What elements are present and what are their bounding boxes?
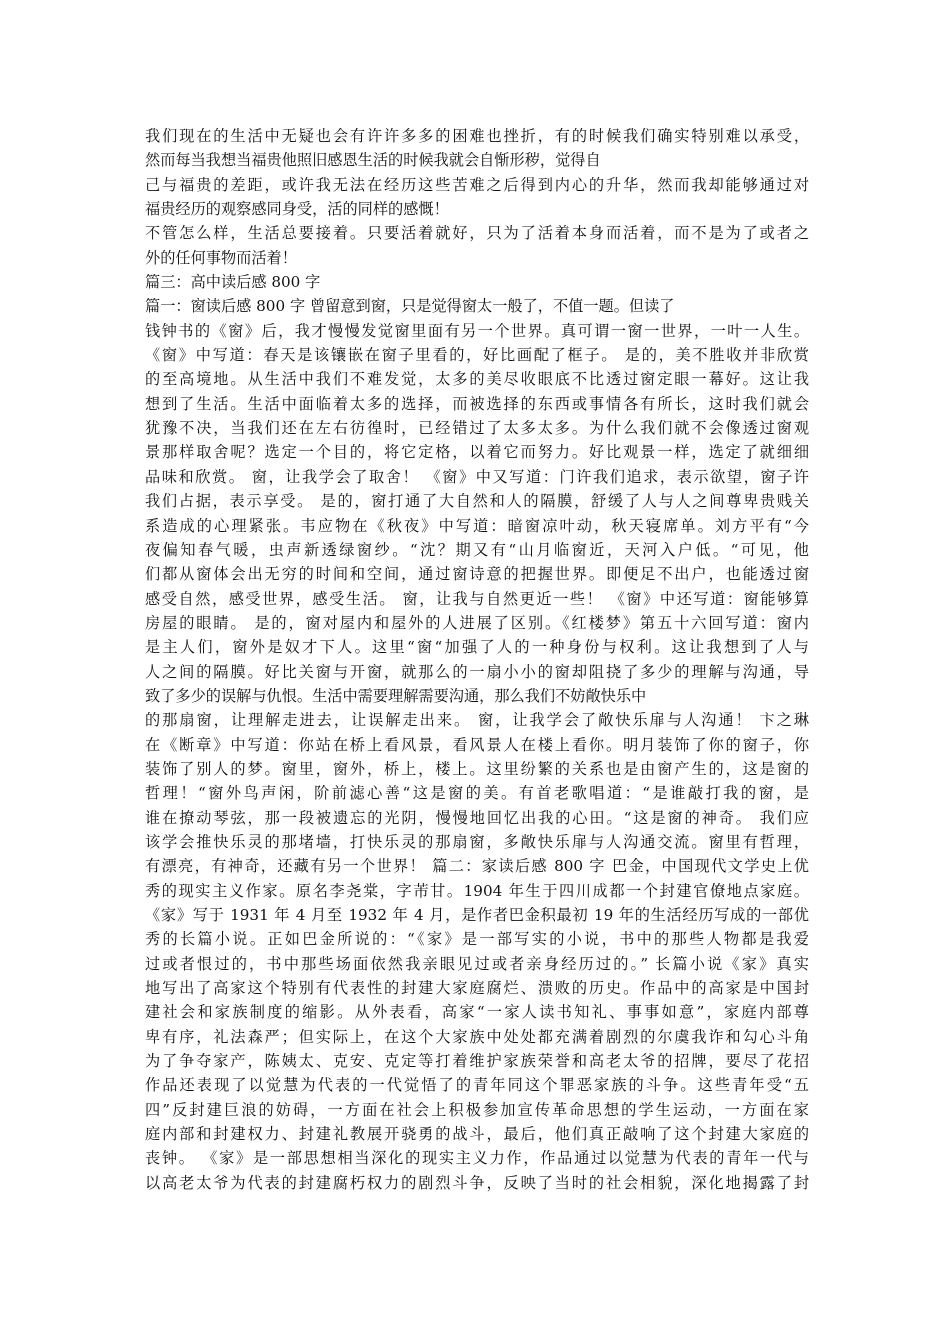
text-line: 《窗》中写道：春天是该镶嵌在窗子里看的，好比画配了框子。 是的，美不胜收并非欣赏 [145,346,809,365]
text-line: 致了多少的误解与仇恨。生活中需要理解需要沟通，那么我们不妨敞快乐中 [145,686,647,705]
text-line: 以高老太爷为代表的封建腐朽权力的剧烈斗争，反映了当时的社会相貌，深化地揭露了封 [145,1173,809,1192]
text-line: 己与福贵的差距，或许我无法在经历这些苦难之后得到内心的升华，然而我却能够通过对 [145,175,809,194]
text-line: 地写出了高家这个特别有代表性的封建大家庭腐烂、溃败的历史。作品中的高家是中国封 [145,979,809,998]
text-line: 谁在撩动琴弦，那一段被遗忘的光阴，慢慢地回忆出我的心田。“这是窗的神奇。 我们应 [145,808,809,827]
text-line: 品味和欣赏。 窗，让我学会了取舍！ 《窗》中又写道：门许我们追求，表示欲望，窗子许 [145,467,809,486]
text-line: 外的任何事物而活着！ [145,248,297,267]
text-line: 篇一：窗读后感 800 字 曾留意到窗，只是觉得窗太一般了，不值一题。但读了 [145,297,675,316]
text-line: 然而每当我想当福贵他照旧感恩生活的时候我就会自惭形秽，觉得自 [145,151,601,170]
text-line: 是主人们，窗外是奴才下人。这里“窗“加强了人的一种身份与权利。这让我想到了人与 [145,638,809,657]
text-line: 过或者恨过的，书中那些场面依然我亲眼见过或者亲身经历过的。” 长篇小说《家》真实 [145,954,809,973]
text-line: 作品还表现了以觉慧为代表的一代觉悟了的青年同这个罪恶家族的斗争。这些青年受“五 [145,1076,809,1095]
text-line: 系造成的心理紧张。韦应物在《秋夜》中写道：暗窗凉叶动，秋天寝席单。刘方平有“今 [145,516,809,535]
text-line: 人之间的隔膜。好比关窗与开窗，就那么的一扇小小的窗却阻挠了多少的理解与沟通，导 [145,662,809,681]
text-line: 们都从窗体会出无穷的时间和空间，通过窗诗意的把握世界。即便足不出户，也能透过窗 [145,565,809,584]
text-line: 装饰了别人的梦。窗里，窗外，桥上，楼上。这里纷繁的关系也是由窗产生的，这是窗的 [145,759,809,778]
text-line: 感受自然，感受世界，感受生活。 窗，让我与自然更近一些！ 《窗》中还写道：窗能够算 [145,589,809,608]
text-line: 秀的长篇小说。正如巴金所说的：“《家》是一部写实的小说，书中的那些人物都是我爱 [145,930,809,949]
text-line: 秀的现实主义作家。原名李尧棠，字芾甘。1904 年生于四川成都一个封建官僚地点家庭。 [145,881,809,900]
text-line: 建社会和家族制度的缩影。从外表看，高家“一家人读书知礼、事事如意”，家庭内部尊 [145,1003,809,1022]
text-line: 丧钟。 《家》是一部思想相当深化的现实主义力作，作品通过以觉慧为代表的青年一代与 [145,1149,809,1168]
text-line: 该学会推快乐灵的那堵墙，打快乐灵的那扇窗，多敞快乐扉与人沟通交流。窗里有哲理， [145,832,809,851]
text-line: 犹豫不决，当我们还在左右彷徨时，已经错过了太多太多。为什么我们就不会像透过窗观 [145,419,809,438]
text-line: 四”反封建巨浪的妨碍，一方面在社会上积极参加宣传革命思想的学生运动，一方面在家 [145,1100,809,1119]
text-line: 钱钟书的《窗》后，我才慢慢发觉窗里面有另一个世界。真可谓一窗一世界，一叶一人生。 [145,321,809,340]
document-body [145,124,809,1195]
text-line: 我们现在的生活中无疑也会有许许多多的困难也挫折，有的时候我们确实特别难以承受， [145,127,809,145]
text-line: 房屋的眼睛。 是的，窗对屋内和屋外的人进展了区别。《红楼梦》第五十六回写道：窗内 [145,613,809,632]
text-line: 不管怎么样，生活总要接着。只要活着就好，只为了活着本身而活着，而不是为了或者之 [145,224,809,243]
text-line: 《家》写于 1931 年 4 月至 1932 年 4 月，是作者巴金积最初 19 年的生活经历写成的一部优 [145,906,809,924]
text-line: 我们占据，表示享受。 是的，窗打通了大自然和人的隔膜，舒缓了人与人之间尊卑贵贱关 [145,492,809,511]
text-line: 在《断章》中写道：你站在桥上看风景，看风景人在楼上看你。明月装饰了你的窗子，你 [145,735,809,754]
text-line: 想到了生活。生活中面临着太多的选择，而被选择的东西或事情各有所长，这时我们就会 [145,394,809,413]
text-line: 有漂亮，有神奇，还藏有另一个世界！ 篇二：家读后感 800 字 巴金，中国现代文学史上优 [145,857,809,876]
text-line: 为了争夺家产，陈姨太、克安、克定等打着维护家族荣誉和高老太爷的招牌，要尽了花招 [145,1052,809,1071]
text-line: 卑有序，礼法森严；但实际上，在这个大家族中处处都充满着剧烈的尔虞我诈和勾心斗角 [145,1027,809,1046]
text-line: 福贵经历的观察感同身受，活的同样的感慨！ [145,200,449,219]
text-line: 的至高境地。从生活中我们不难发觉，太多的美尽收眼底不比透过窗定眼一幕好。这让我 [145,370,809,389]
text-line: 哲理！“窗外鸟声闲，阶前滤心善“这是窗的美。有首老歌唱道：“是谁敲打我的窗，是 [145,784,809,803]
text-line: 夜偏知春气暖，虫声新透绿窗纱。“沈？期又有“山月临窗近，天河入户低。“可见，他 [145,540,809,559]
text-line: 篇三：高中读后感 800 字 [145,273,321,292]
text-line: 庭内部和封建权力、封建礼教展开骁勇的战斗，最后，他们真正敲响了这个封建大家庭的 [145,1125,809,1144]
text-line: 的那扇窗，让理解走进去，让误解走出来。 窗，让我学会了敞快乐扉与人沟通！ 卞之琳 [145,711,809,730]
text-line: 景那样取舍呢？选定一个目的，将它定格，以着它而努力。好比观景一样，选定了就细细 [145,443,809,462]
